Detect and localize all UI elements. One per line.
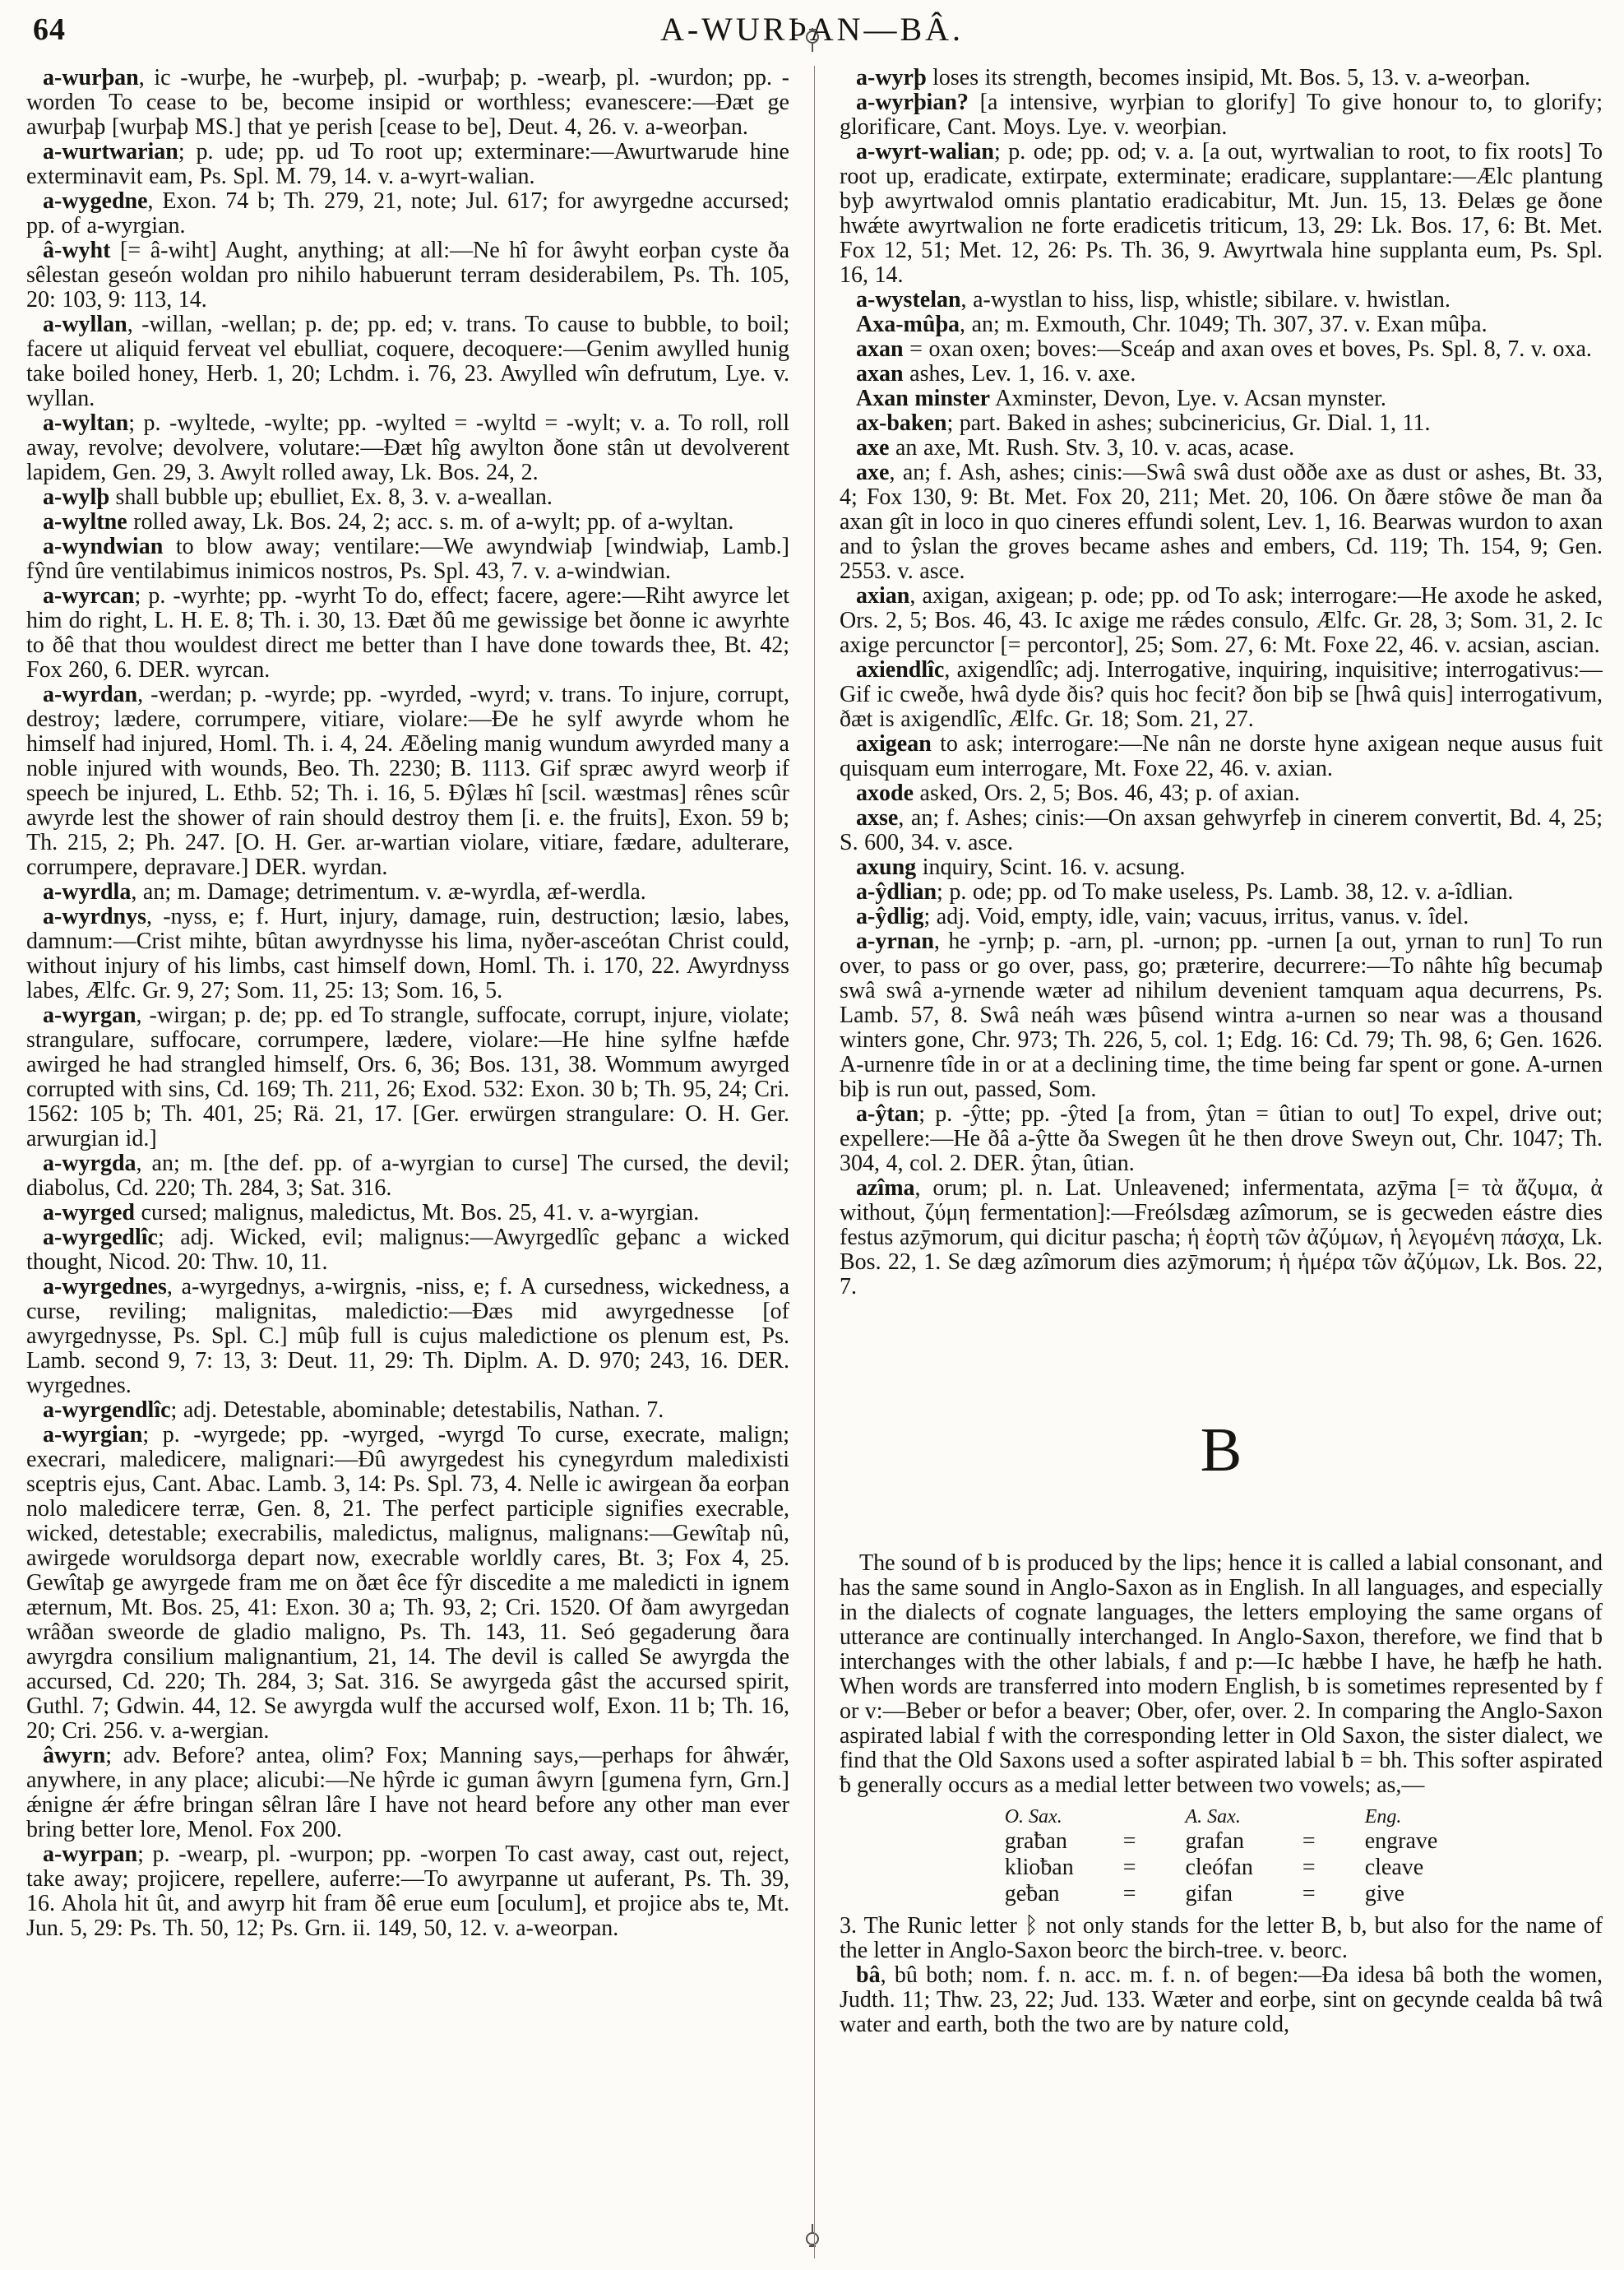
dictionary-entry xyxy=(26,1842,789,1941)
printers-mark-icon xyxy=(803,28,821,57)
dictionary-entry xyxy=(840,140,1603,288)
entry-body: , bû both; nom. f. n. acc. m. f. n. of begen:—Ða idesa bâ both the women, Judth. 11; Thw. 23, 22; Jud. 133. Wæter and eorþe, sint on gecynde cealda bâ twâ water and earth, both the two are by nature cold, xyxy=(840,1962,1603,2037)
entry-body: ; adj. Void, empty, idle, vain; vacuus, irritus, vanus. v. îdel. xyxy=(923,904,1469,929)
entry-body: , axigendlîc; adj. Interrogative, inquiring, inquisitive; interrogativus:—Gif ic cweðe, hwâ dyde ðis? quis hoc fecit? ðon biþ se [hwâ quis] interrogativum, ðæt is axigendlîc, Ælfc. Gr. 18; Som. 21, 27. xyxy=(840,657,1603,732)
dictionary-entry xyxy=(840,584,1603,658)
entry-headword: a-wylþ xyxy=(43,484,109,510)
entry-body: ; p. -wyrgede; pp. -wyrged, -wyrgd To curse, execrate, malign; execrari, maledicere, malignari:—Ðû awyrgedest his cynegyrdum maledixisti sceptris ejus, Cant. Abac. Lamb. 3, 14: Ps. Spl. 73, 4. Nelle ic awirgean ða eorþan nolo maledicere terræ, Gen. 8, 21. The perfect participle signifies execrable, wicked, detestable; execrabilis, maledictus, malignus, malignans:—Gewîtaþ nû, awirgede woruldsorga depart now, execrable worldly cares, Bt. 3; Fox 4, 25. Gewîtaþ ge awyrgede fram me on ðæt êce fŷr discedite a me maledicti in ignem æternum, Mt. Bos. 25, 41: Exon. 30 a; Th. 93, 2; Cri. 1520. Of ðam awyrgedan wrâðan sweorde de gladio maligno, Ps. Th. 143, 11. Seó gegaderung ðara awyrgdra consilium malignantium, 21, 14. The devil is called Se awyrgda the accursed, Cd. 220; Th. 284, 3; Sat. 316. Se awyrgeda gâst the accursed spirit, Guthl. 7; Gdwin. 44, 12. Se awyrgda wulf the accursed wolf, Exon. 11 b; Th. 16, 20; Cri. 256. v. a-wergian. xyxy=(26,1422,789,1744)
table-row xyxy=(980,1881,1463,1907)
sound-correspondence-table xyxy=(980,1806,1463,1907)
entry-headword: a-wyndwian xyxy=(43,534,164,559)
entry-body: ; adj. Detestable, abominable; detestabilis, Nathan. 7. xyxy=(170,1397,664,1423)
table-cell: give xyxy=(1364,1881,1404,1906)
entry-body: , a-wyrgednys, a-wirgnis, -niss, e; f. A cursedness, wickedness, a curse, reviling; malignitas, maledictio:—Ðæs mid awyrgednesse [of awyrgednysse, Ps. Spl. C.] mûþ full is cujus maledictione os plenum est, Ps. Lamb. second 9, 7: 13, 3: Deut. 11, 29: Th. Diplm. A. D. 970; 243, 16. DER. wyrgednes. xyxy=(26,1274,789,1398)
entry-headword: a-wyrdan xyxy=(43,682,138,707)
entry-headword: a-wyrdla xyxy=(43,879,132,905)
entry-body: shall bubble up; ebulliet, Ex. 8, 3. v. a-weallan. xyxy=(109,484,553,510)
entry-body: inquiry, Scint. 16. v. acsung. xyxy=(916,855,1186,880)
section-b-heading: B xyxy=(1200,1415,1242,1485)
dictionary-entry xyxy=(26,66,789,140)
table-row xyxy=(980,1828,1463,1855)
table-cell: = xyxy=(1122,1828,1136,1854)
table-cell: klioƀan xyxy=(1004,1855,1074,1880)
entry-headword: axan xyxy=(856,361,904,387)
dictionary-entry xyxy=(26,239,789,313)
entry-headword: âwyrn xyxy=(43,1743,106,1768)
entry-headword: axan xyxy=(856,336,904,362)
entry-headword: a-ŷdlian xyxy=(856,879,937,905)
dictionary-entry xyxy=(840,905,1603,929)
entry-body: , an; m. Exmouth, Chr. 1049; Th. 307, 37. v. Exan mûþa. xyxy=(960,312,1488,337)
right-column-entries xyxy=(840,66,1603,1299)
dictionary-entry xyxy=(26,880,789,905)
entry-headword: a-ŷtan xyxy=(856,1101,919,1127)
entry-body: ; p. -wyrhte; pp. -wyrht To do, effect; facere, agere:—Riht awyrce let him do right, L. H. E. 8; Th. i. 30, 13. Ðæt ðû me gewissige bet ðonne ic awyrhte to ðê that thou wouldest direct me better than I have done towards thee, Bt. 42; Fox 260, 6. DER. wyrcan. xyxy=(26,583,789,683)
table-cell: engrave xyxy=(1364,1828,1438,1854)
entry-body: loses its strength, becomes insipid, Mt. Bos. 5, 13. v. a-weorþan. xyxy=(926,66,1531,90)
entry-body: cursed; malignus, maledictus, Mt. Bos. 25, 41. v. a-wyrgian. xyxy=(134,1200,700,1225)
dictionary-entry xyxy=(840,362,1603,387)
entry-body: , axigan, axigean; p. ode; pp. od To ask; interrogare:—He axode he asked, Ors. 2, 5; Bos. 46, 43. Ic axige me rǽdes consulo, Ælfc. Gr. 28, 3; Som. 31, 2. Ic axige percunctor [= percontor], 25; Som. 27, 6: Mt. Foxe 22, 46. v. acsian, ascian. xyxy=(840,583,1603,658)
table-cell: cleave xyxy=(1364,1855,1424,1880)
dictionary-entry xyxy=(26,1003,789,1151)
dictionary-entry xyxy=(840,461,1603,584)
table-cell: = xyxy=(1302,1881,1316,1906)
entry-body: rolled away, Lk. Bos. 24, 2; acc. s. m. of a-wylt; pp. of a-wyltan. xyxy=(127,509,734,535)
entry-body: , -nyss, e; f. Hurt, injury, damage, ruin, destruction; læsio, labes, damnum:—Crist mihte, bûtan awyrdnysse his lima, nyðer-asceótan Christ could, without injury of his limbs, cast himself down, Homl. Th. i. 170, 22. Awyrdnyss labes, Ælfc. Gr. 9, 27; Som. 11, 25: 13; Som. 16, 5. xyxy=(26,904,789,1003)
entry-body: , -werdan; p. -wyrde; pp. -wyrded, -wyrd; v. trans. To injure, corrupt, destroy; lædere, corrumpere, vitiare, violare:—Ðe he sylf awyrde whom he himself had injured, Homl. Th. i. 4, 24. Æðeling manig wundum awyrded many a noble injured with wounds, Beo. Th. 2230; B. 1113. Gif spræc awyrd weorþ if speech be injured, L. Ethb. 52; Th. i. 16, 5. Ðŷlæs hî [scil. wæstmas] rênes scûr awyrde lest the shower of rain should destroy them [i. e. the fruits], Exon. 59 b; Th. 215, 2; Ph. 247. [O. H. Ger. ar-wartian violare, vitiare, fædare, adulterare, corrumpere, depravare.] DER. wyrdan. xyxy=(26,682,789,880)
entry-headword: a-yrnan xyxy=(856,929,934,954)
dictionary-entry xyxy=(840,781,1603,806)
dictionary-entry xyxy=(840,411,1603,436)
section-b-paragraph-3: 3. The Runic letter ᛒ not only stands for the letter B, b, but also for the name of the letter in Anglo-Saxon beorc the birch-tree. v. beorc. xyxy=(840,1913,1603,1963)
entry-body: ; adj. Wicked, evil; malignus:—Awyrgedlîc geþanc a wicked thought, Nicod. 20: Thw. 10, 11. xyxy=(26,1225,789,1275)
entry-headword: axigean xyxy=(856,731,932,757)
entry-headword: a-wyrgednes xyxy=(43,1274,167,1299)
dictionary-entry xyxy=(840,1176,1603,1299)
entry-headword: Axan minster xyxy=(856,386,991,411)
entry-headword: axe xyxy=(856,460,890,485)
entry-headword: a-wystelan xyxy=(856,287,961,313)
table-cell: gifan xyxy=(1185,1881,1233,1906)
dictionary-entry xyxy=(840,880,1603,905)
dictionary-entry xyxy=(840,337,1603,362)
dictionary-entry xyxy=(26,1275,789,1398)
entry-headword: a-wurtwarian xyxy=(43,139,178,164)
dictionary-entry xyxy=(26,1151,789,1201)
page-title: A-WURÞAN—BÂ. xyxy=(659,11,965,48)
dictionary-entry xyxy=(26,189,789,239)
entry-body: , an; f. Ash, ashes; cinis:—Swâ swâ dust oððe axe as dust or ashes, Bt. 33, 4; Fox 130, 9: Bt. Met. Fox 20, 211; Met. 20, 106. On ðære stôwe ðe man ða axan gît in loco in quo cineres effundi solent, Lev. 1, 16. Bearwas wurdon to axan and to ŷslan the groves became ashes and embers, Cd. 119; Th. 154, 9; Gen. 2553. v. asce. xyxy=(840,460,1603,584)
entry-headword: a-wyrged xyxy=(43,1200,135,1225)
dictionary-entry xyxy=(26,313,789,411)
entry-headword: a-wygedne xyxy=(43,188,148,214)
dictionary-entry xyxy=(26,1423,789,1744)
entry-headword: a-wyrgendlîc xyxy=(43,1397,171,1423)
left-column xyxy=(26,66,814,2258)
table-header-spacer xyxy=(1278,1806,1340,1828)
entry-body: ; p. ude; pp. ud To root up; exterminare:—Awurtwarude hine exterminavit eam, Ps. Spl. M. 79, 14. v. a-wyrt-walian. xyxy=(26,139,789,189)
dictionary-entry xyxy=(840,929,1603,1102)
entry-headword: a-wyltne xyxy=(43,509,127,535)
entry-headword: Axa-mûþa xyxy=(856,312,960,337)
entry-headword: axse xyxy=(856,805,899,831)
entry-headword: a-wyrpan xyxy=(43,1841,138,1867)
entry-headword: a-wyllan xyxy=(43,312,127,337)
table-cell: = xyxy=(1122,1881,1136,1906)
entry-headword: a-wyrþian? xyxy=(856,90,969,115)
entry-headword: a-wyrgda xyxy=(43,1151,136,1176)
dictionary-entry xyxy=(840,436,1603,461)
table-cell: = xyxy=(1302,1855,1316,1880)
table-row xyxy=(980,1855,1463,1881)
entry-headword: a-ŷdlig xyxy=(856,904,924,929)
dictionary-entry xyxy=(26,411,789,485)
entry-headword: ax-baken xyxy=(856,410,947,436)
entry-body: an axe, Mt. Rush. Stv. 3, 10. v. acas, acase. xyxy=(889,435,1295,461)
entry-body: ; p. -wyltede, -wylte; pp. -wylted = -wyltd = -wylt; v. a. To roll, roll away, revolve; devolvere, volutare:—Ðæt hîg awylton ðone stân ut devolverent lapidem, Gen. 29, 3. Awylt rolled away, Lk. Bos. 24, 2. xyxy=(26,410,789,485)
entry-headword: bâ xyxy=(856,1962,881,1988)
entry-body: , an; m. [the def. pp. of a-wyrgian to curse] The cursed, the devil; diabolus, Cd. 220; Th. 284, 3; Sat. 316. xyxy=(26,1151,789,1201)
table-cell: cleófan xyxy=(1185,1855,1253,1880)
table-cell: graƀan xyxy=(1004,1828,1067,1854)
entry-body: = oxan oxen; boves:—Sceáp and axan oves et boves, Ps. Spl. 8, 7. v. oxa. xyxy=(903,336,1592,362)
entry-headword: a-wyrgian xyxy=(43,1422,143,1448)
dictionary-entry xyxy=(26,905,789,1003)
dictionary-entry xyxy=(26,584,789,683)
dictionary-entry xyxy=(26,485,789,510)
dictionary-entry xyxy=(26,1225,789,1275)
table-cell: grafan xyxy=(1185,1828,1245,1854)
entry-headword: axian xyxy=(856,583,910,609)
table-header: Eng. xyxy=(1364,1806,1402,1828)
entry-body: [= â-wiht] Aught, anything; at all:—Ne hî for âwyht eorþan cyste ða sêlestan geseón woldan pro nihilo habuerunt terram desiderabilem, Ps. Th. 105, 20: 103, 9: 113, 14. xyxy=(26,238,789,313)
table-cell: = xyxy=(1302,1828,1316,1854)
entry-body: Axminster, Devon, Lye. v. Acsan mynster. xyxy=(990,386,1386,411)
dictionary-entry xyxy=(26,1398,789,1423)
table-header-row xyxy=(980,1806,1463,1828)
section-b-entries xyxy=(840,1963,1603,2037)
dictionary-entry xyxy=(840,855,1603,880)
dictionary-entry xyxy=(840,1102,1603,1176)
entry-headword: axung xyxy=(856,855,917,880)
entry-headword: a-wyrcan xyxy=(43,583,135,609)
entry-body: , an; m. Damage; detrimentum. v. æ-wyrdla, æf-werdla. xyxy=(131,879,646,905)
entry-headword: a-wyrgedlîc xyxy=(43,1225,158,1250)
right-column xyxy=(815,66,1603,2258)
entry-headword: axode xyxy=(856,781,914,806)
dictionary-entry xyxy=(26,683,789,880)
dictionary-entry xyxy=(26,1744,789,1842)
entry-body: ; p. -wearp, pl. -wurpon; pp. -worpen To cast away, cast out, reject, take away; projicere, repellere, auferre:—To awyrpanne ut auferant, Ps. Th. 39, 16. Ahola hit ût, and awyrp hit fram ðê erue eum [oculum], et projice abs te, Mt. Jun. 5, 29: Ps. Th. 50, 12; Ps. Grn. ii. 149, 50, 12. v. a-weorpan. xyxy=(26,1841,789,1941)
dictionary-entry xyxy=(26,1201,789,1225)
entry-body: ; p. -ŷtte; pp. -ŷted [a from, ŷtan = ûtian to out] To expel, drive out; expellere:—He ðâ a-ŷtte ða Swegen ût he then drove Sweyn out, Chr. 1047; Th. 304, 4, col. 2. DER. ŷtan, ûtian. xyxy=(840,1101,1603,1176)
table-cell: geƀan xyxy=(1004,1881,1060,1906)
entry-headword: a-wyrgan xyxy=(43,1003,136,1028)
section-b xyxy=(840,1415,1603,2037)
page-number: 64 xyxy=(33,12,66,47)
entry-body: , he -yrnþ; p. -arn, pl. -urnon; pp. -urnen [a out, yrnan to run] To run over, to pass or go over, pass, go; præterire, decurrere:—To nâhte hîg becumaþ swâ swâ a-yrnende wæter ad nihilum devenient tamquam aqua decurrens, Ps. Lamb. 57, 8. Swâ neáh wæs þûsend wintra a-urnen so near was a thousand winters gone, Chr. 973; Th. 226, 5, col. 1; Edg. 16: Cd. 79; Th. 98, 6; Gen. 1626. A-urnenre tîde in or at a declining time, the time being far spent or gone. A-urnen biþ is run out, passed, Som. xyxy=(840,929,1603,1102)
entry-body: , Exon. 74 b; Th. 279, 21, note; Jul. 617; for awyrgedne accursed; pp. of a-wyrgian. xyxy=(26,188,789,239)
entry-headword: â-wyht xyxy=(43,238,111,263)
dictionary-entry xyxy=(840,90,1603,140)
entry-body: , an; f. Ashes; cinis:—On axsan gehwyrfeþ in cinerem convertit, Bd. 4, 25; S. 600, 34. v. asce. xyxy=(840,805,1603,855)
dictionary-entry xyxy=(840,658,1603,732)
table-header-spacer xyxy=(1099,1806,1161,1828)
dictionary-entry xyxy=(840,387,1603,411)
entry-headword: a-wurþan xyxy=(43,66,139,90)
entry-headword: axe xyxy=(856,435,890,461)
entry-headword: a-wyltan xyxy=(43,410,129,436)
table-header: O. Sax. xyxy=(1004,1806,1062,1828)
entry-body: ; adv. Before? antea, olim? Fox; Manning says,—perhaps for âhwǽr, anywhere, in any place; alicubi:—Ne hŷrde ic guman âwyrn [gumena fyrn, Grn.] ǽnigne ǽr ǽfre bringan sêlran lâre I have not heard before any other man ever bring better lore, Menol. Fox 200. xyxy=(26,1743,789,1842)
dictionary-entry xyxy=(840,313,1603,337)
entry-body: , orum; pl. n. Lat. Unleavened; infermentata, azȳma [= τὰ ἄζυμα, ἀ without, ζύμη fermentation]:—Freólsdæg azîmorum, se is gecweden eástre dies festus azȳmorum, qui dicitur pascha; ἡ ἑορτὴ τῶν ἀζύμων, ἡ λεγομένη πάσχα, Lk. Bos. 22, 1. Se dæg azîmorum dies azȳmorum; ἡ ἡμέρα τῶν ἀζύμων, Lk. Bos. 22, 7. xyxy=(840,1175,1603,1299)
dictionary-entry xyxy=(26,140,789,189)
table-header: A. Sax. xyxy=(1185,1806,1241,1828)
entry-body: asked, Ors. 2, 5; Bos. 46, 43; p. of axian. xyxy=(914,781,1300,806)
entry-headword: azîma xyxy=(856,1175,915,1201)
entry-headword: axiendlîc xyxy=(856,657,945,683)
entry-body: ashes, Lev. 1, 16. v. axe. xyxy=(903,361,1136,387)
entry-body: ; p. ode; pp. od; v. a. [a out, wyrtwalian to root, to fix roots] To root up, eradicate, extirpate, exterminate; eradicare, supplantare:—Ælc plantung byþ awyrtwalod omnis plantatio eradicabitur, Mt. Jun. 15, 13. Ðelæs ge ðone hwǽte awyrtwalion ne forte eradicetis triticum, 13, 29: Lk. Bos. 17, 6: Bt. Met. Fox 12, 51; Met. 12, 26: Ps. Th. 36, 9. Awyrtwala hine supplanta eum, Ps. Spl. 16, 14. xyxy=(840,139,1603,288)
dictionary-entry xyxy=(840,806,1603,855)
entry-body: , ic -wurþe, he -wurþeþ, pl. -wurþaþ; p. -wearþ, pl. -wurdon; pp. -worden To cease to be, become insipid or worthless; evanescere:—Ðæt ge awurþaþ [wurþaþ MS.] that ye perish [cease to be], Deut. 4, 26. v. a-weorþan. xyxy=(26,66,789,140)
entry-body: to blow away; ventilare:—We awyndwiaþ [windwiaþ, Lamb.] fŷnd ûre ventilabimus inimicos nostros, Ps. Spl. 43, 7. v. a-windwian. xyxy=(26,534,789,584)
dictionary-entry xyxy=(840,288,1603,313)
dictionary-entry xyxy=(26,510,789,535)
entry-body: ; part. Baked in ashes; subcinericius, Gr. Dial. 1, 11. xyxy=(946,410,1431,436)
entry-body: [a intensive, wyrþian to glorify] To give honour to, to glorify; glorificare, Cant. Moys. Lye. v. weorþian. xyxy=(840,90,1603,140)
entry-headword: a-wyrdnys xyxy=(43,904,147,929)
dictionary-entry xyxy=(840,732,1603,781)
two-column-text xyxy=(26,66,1603,2258)
entry-headword: a-wyrþ xyxy=(856,66,927,90)
entry-body: to ask; interrogare:—Ne nân ne dorste hyne axigean neque ausus fuit quisquam eum interrogare, Mt. Foxe 22, 46. v. axian. xyxy=(840,731,1603,781)
section-b-intro: The sound of b is produced by the lips; hence it is called a labial consonant, and has the same sound in Anglo-Saxon as in English. In all languages, and especially in the dialects of cognate languages, the letters employing the same organs of utterance are continually interchanged. In Anglo-Saxon, therefore, we find that b interchanges with the other labials, f and p:—Ic hæbbe I have, he hæfþ he hath. When words are transferred into modern English, b is sometimes represented by f or v:—Beber or befor a beaver; Ober, ofer, over. 2. In comparing the Anglo-Saxon aspirated labial f with the corresponding letter in Old Saxon, the sister dialect, we find that the Old Saxons used a softer aspirated labial ƀ = bh. This softer aspirated ƀ generally occurs as a medial letter between two vowels; as,— xyxy=(840,1550,1603,1798)
entry-headword: a-wyrt-walian xyxy=(856,139,994,164)
entry-body: ; p. ode; pp. od To make useless, Ps. Lamb. 38, 12. v. a-îdlian. xyxy=(937,879,1514,905)
entry-body: , -wirgan; p. de; pp. ed To strangle, suffocate, corrupt, injure, violate; strangulare, suffocare, corrumpere, lædere, violare:—He hine sylfne hæfde awirged he had strangled himself, Ors. 6, 36; Bos. 131, 38. Wommum awyrged corrupted with sins, Cd. 169; Th. 211, 26; Exod. 532: Exon. 30 b; Th. 95, 24; Cri. 1562: 105 b; Th. 401, 25; Rä. 21, 17. [Ger. erwürgen strangulare: O. H. Ger. arwurgian id.] xyxy=(26,1003,789,1151)
dictionary-entry xyxy=(26,535,789,584)
dictionary-entry xyxy=(840,1963,1603,2037)
dictionary-entry xyxy=(840,66,1603,90)
entry-body: , -willan, -wellan; p. de; pp. ed; v. trans. To cause to bubble, to boil; facere ut aliquid ferveat vel ebulliat, coquere, decoquere:—Genim awylled hunig take boiled honey, Herb. 1, 20; Lchdm. i. 76, 23. Awylled wîn defrutum, Lye. v. wyllan. xyxy=(26,312,789,411)
entry-body: , a-wystlan to hiss, lisp, whistle; sibilare. v. hwistlan. xyxy=(960,287,1450,313)
table-cell: = xyxy=(1122,1855,1136,1880)
